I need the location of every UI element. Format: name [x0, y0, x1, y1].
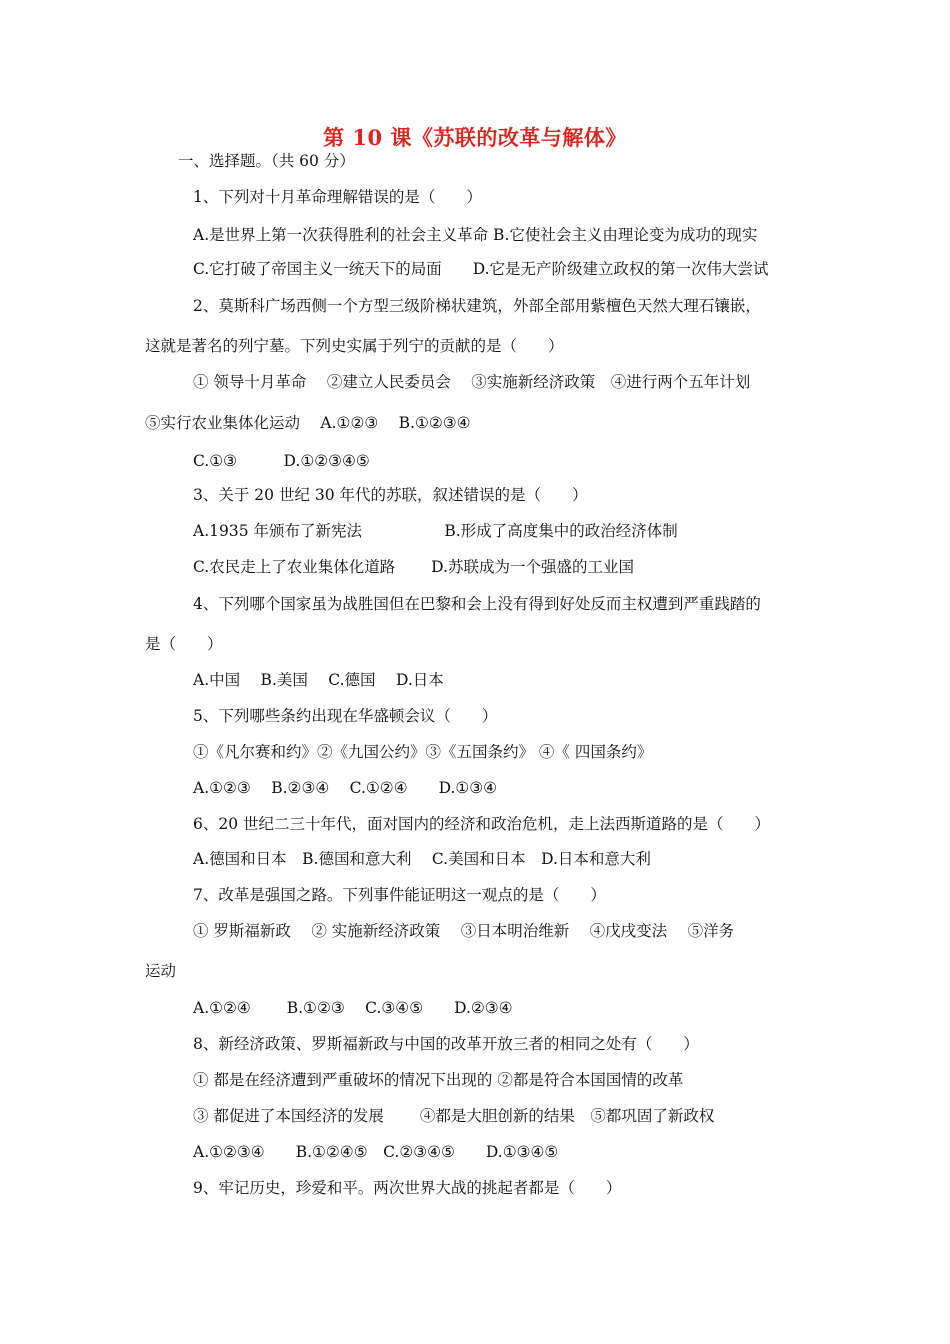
question-line: ① 领导十月革命 ②建立人民委员会 ③实施新经济政策 ④进行两个五年计划 — [193, 373, 751, 391]
question-line: C.它打破了帝国主义一统天下的局面 D.它是无产阶级建立政权的第一次伟大尝试 — [193, 260, 769, 278]
question-line: ① 都是在经济遭到严重破坏的情况下出现的 ②都是符合本国国情的改革 — [193, 1071, 684, 1089]
section-heading: 一、选择题。（共 60 分） — [178, 152, 355, 170]
question-line: A.①②③ B.②③④ C.①②④ D.①③④ — [193, 779, 498, 797]
question-line: 是（ ） — [145, 635, 223, 653]
question-line: 2、莫斯科广场西侧一个方型三级阶梯状建筑，外部全部用紫檀色天然大理石镶嵌， — [193, 297, 761, 315]
question-line: A.德国和日本 B.德国和意大利 C.美国和日本 D.日本和意大利 — [193, 850, 651, 868]
question-line: 这就是著名的列宁墓。下列史实属于列宁的贡献的是（ ） — [145, 337, 564, 355]
question-line: C.农民走上了农业集体化道路 D.苏联成为一个强盛的工业国 — [193, 558, 634, 576]
question-line: A.中国 B.美国 C.德国 D.日本 — [193, 671, 444, 689]
question-line: A.1935 年颁布了新宪法 B.形成了高度集中的政治经济体制 — [193, 522, 678, 540]
question-line: C.①③ D.①②③④⑤ — [193, 452, 370, 470]
question-line: A.①②④ B.①②③ C.③④⑤ D.②③④ — [193, 999, 513, 1017]
question-line: ① 罗斯福新政 ② 实施新经济政策 ③日本明治维新 ④戊戌变法 ⑤洋务 — [193, 922, 735, 940]
question-line: 9、牢记历史，珍爱和平。两次世界大战的挑起者都是（ ） — [193, 1179, 622, 1197]
question-line: 6、20 世纪二三十年代，面对国内的经济和政治危机，走上法西斯道路的是（ ） — [193, 815, 771, 833]
question-line: ⑤实行农业集体化运动 A.①②③ B.①②③④ — [145, 414, 471, 432]
question-line: 4、下列哪个国家虽为战胜国但在巴黎和会上没有得到好处反而主权遭到严重践踏的 — [193, 595, 761, 613]
question-line: ③ 都促进了本国经济的发展 ④都是大胆创新的结果 ⑤都巩固了新政权 — [193, 1107, 715, 1125]
question-line: 7、改革是强国之路。下列事件能证明这一观点的是（ ） — [193, 886, 606, 904]
question-line: ①《凡尔赛和约》②《九国公约》③《五国条约》 ④《 四国条约》 — [193, 743, 653, 761]
question-line: 3、关于 20 世纪 30 年代的苏联，叙述错误的是（ ） — [193, 486, 588, 504]
question-line: A.①②③④ B.①②④⑤ C.②③④⑤ D.①③④⑤ — [193, 1143, 559, 1161]
question-line: 8、新经济政策、罗斯福新政与中国的改革开放三者的相同之处有（ ） — [193, 1035, 699, 1053]
question-line: 运动 — [145, 962, 177, 980]
question-line: A.是世界上第一次获得胜利的社会主义革命 B.它使社会主义由理论变为成功的现实 — [193, 226, 758, 244]
question-line: 5、下列哪些条约出现在华盛顿会议（ ） — [193, 707, 498, 725]
question-line: 1、下列对十月革命理解错误的是（ ） — [193, 188, 482, 206]
page-title: 第 10 课《苏联的改革与解体》 — [323, 125, 627, 150]
